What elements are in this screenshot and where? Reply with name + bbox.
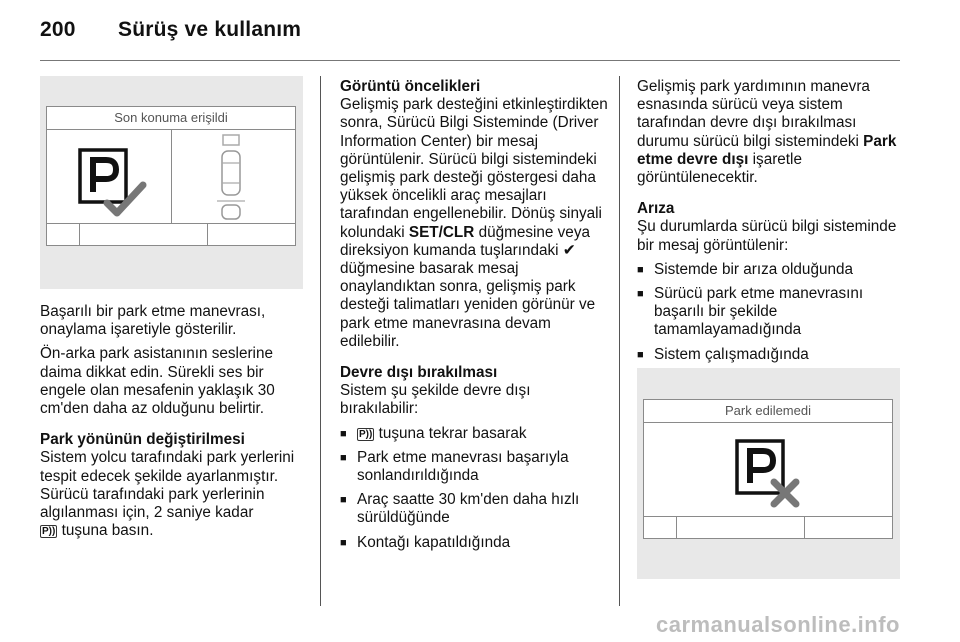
paragraph: Şu durumlarda sürücü bilgi sisteminde bir mesaj görüntülenir: bbox=[637, 218, 897, 254]
screen-divider bbox=[804, 516, 805, 538]
paragraph-text: Gelişmiş park desteğini etkinleştirdikten sonra, Sürücü Bilgi Sisteminde (Driver Information Center) bir mesaj görüntülenir. Sürücü bilgi sistemindeki gelişmiş park desteği göstergesi daha yüksek öncelikli araç mesajları tarafından engellenebilir. Dönüş sinyali kolundaki bbox=[340, 96, 608, 241]
section-title: Sürüş ve kullanım bbox=[118, 18, 302, 41]
column-3 bbox=[637, 78, 907, 364]
list-item: ■ Sürücü park etme manevrasını başarılı bir şekilde tamamlayamadığında bbox=[637, 285, 907, 340]
screen-divider bbox=[676, 516, 677, 538]
dic-screen bbox=[46, 106, 296, 246]
figure-parking-complete bbox=[40, 76, 303, 289]
park-assist-key-icon: P)) bbox=[359, 428, 373, 440]
page-header bbox=[40, 18, 301, 42]
screen-title: Son konuma erişildi bbox=[47, 107, 295, 130]
list-item-text: tuşuna tekrar basarak bbox=[378, 424, 527, 442]
parking-check-icon bbox=[77, 147, 149, 219]
parking-failed-icon bbox=[734, 438, 806, 508]
check-icon: ✔ bbox=[562, 241, 576, 259]
dic-screen bbox=[643, 399, 893, 539]
list-item bbox=[340, 425, 610, 443]
screen-divider bbox=[171, 130, 172, 223]
paragraph-text: işaretle görüntülenecektir. bbox=[637, 150, 802, 187]
column-2 bbox=[340, 78, 610, 552]
status-message-name: Park etme devre dışı bbox=[637, 132, 897, 168]
list-item: ■ Park etme manevrası başarıyla sonlandırıldığında bbox=[340, 449, 610, 485]
paragraph-text: Sistem yolcu tarafındaki park yerlerini tespit edecek şekilde ayarlanmıştır. Sürücü tarafındaki park yerlerinin algılanması için, 2 saniye kadar bbox=[40, 449, 295, 522]
paragraph: Ön-arka park asistanının seslerine daima dikkat edin. Sürekli ses bir engele olan mesafenin yaklaşık 30 cm'den daha az olduğunu belirtir. bbox=[40, 345, 275, 418]
screen-title: Park edilemedi bbox=[644, 400, 892, 423]
column-1 bbox=[40, 303, 310, 540]
watermark: carmanualsonline.info bbox=[656, 612, 900, 637]
figure-parking-failed bbox=[637, 368, 900, 579]
list-item: ■ Kontağı kapatıldığında bbox=[340, 534, 610, 552]
paragraph: Başarılı bir park etme manevrası, onaylama işaretiyle gösterilir. bbox=[40, 303, 266, 339]
paragraph: Sistem şu şekilde devre dışı bırakılabilir: bbox=[340, 382, 531, 418]
column-divider-1 bbox=[320, 76, 321, 606]
set-clr-key: SET/CLR bbox=[408, 223, 475, 241]
paragraph bbox=[340, 96, 610, 351]
heading-fault: Arıza bbox=[637, 200, 675, 218]
paragraph bbox=[40, 449, 310, 540]
header-rule bbox=[40, 60, 900, 61]
paragraph-text: Gelişmiş park yardımının manevra esnasında sürücü veya sistem tarafından devre dışı bırakılması durumu sürücü bilgi sistemindeki bbox=[637, 78, 870, 150]
list-item: ■ Sistemde bir arıza olduğunda bbox=[637, 261, 907, 279]
list-item: ■ Sistem çalışmadığında bbox=[637, 346, 907, 364]
car-sensor-icon bbox=[217, 133, 245, 223]
column-divider-2 bbox=[619, 76, 620, 606]
heading-change-direction: Park yönünün değiştirilmesi bbox=[40, 431, 245, 449]
screen-divider bbox=[644, 516, 892, 517]
screen-divider bbox=[47, 223, 295, 224]
park-assist-key-icon: P)) bbox=[42, 526, 56, 538]
heading-deactivation: Devre dışı bırakılması bbox=[340, 364, 498, 382]
screen-divider bbox=[79, 223, 80, 245]
list-item: ■ Araç saatte 30 km'den daha hızlı sürüldüğünde bbox=[340, 491, 610, 527]
screen-divider bbox=[207, 223, 208, 245]
paragraph-text: tuşuna basın. bbox=[61, 522, 154, 540]
paragraph bbox=[637, 78, 907, 187]
paragraph-text: düğmesine veya direksiyon kumanda tuşlarındaki bbox=[340, 223, 590, 259]
paragraph-text: düğmesine basarak mesaj onaylandıktan sonra, gelişmiş park desteği talimatları yeniden görünür ve park etme manevrasına devam edilebilir. bbox=[340, 260, 596, 350]
page-number: 200 bbox=[40, 18, 76, 41]
heading-display-priorities: Görüntü öncelikleri bbox=[340, 78, 481, 95]
